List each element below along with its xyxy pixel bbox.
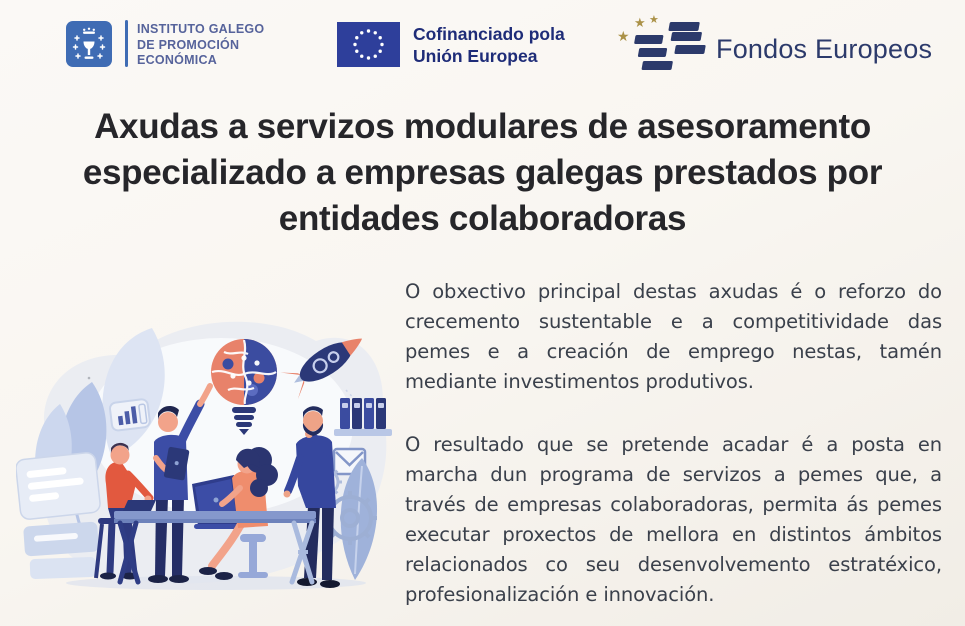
page-title	[30, 104, 935, 242]
svg-text:★: ★	[634, 16, 646, 31]
igape-logo-divider	[125, 20, 128, 67]
bar-chart-doodle-icon	[109, 399, 150, 431]
page-title-line-1: Axudas a servizos modulares de asesoramento	[94, 107, 871, 146]
svg-text:★: ★	[617, 29, 630, 45]
page-title-line-2: especializado a empresas galegas prestados por	[82, 153, 883, 192]
igape-logo	[64, 20, 264, 72]
fondos-europeos-flag-icon	[614, 10, 706, 88]
page-title-line-3: entidades colaboradoras	[278, 199, 687, 238]
body-text	[405, 277, 942, 610]
igape-logo-text: INSTITUTO GALEGO DE PROMOCIÓN ECONÓMICA	[137, 22, 265, 67]
laptop-small	[123, 500, 156, 511]
paragraph-objective: O obxectivo principal destas axudas é o reforzo do crecemento sustentable e a competitividade das pemes e a creación de emprego nestas, tamén mediante investimentos produtivos.	[405, 280, 942, 393]
galicia-coat-of-arms-icon	[64, 20, 114, 72]
team-collaboration-illustration	[16, 286, 402, 616]
eu-cofunded-text: Cofinanciado pola Unión Europea	[413, 24, 565, 66]
fondos-europeos-label: Fondos Europeos	[716, 33, 933, 64]
svg-text:★: ★	[649, 13, 659, 26]
eu-flag-icon	[337, 22, 400, 71]
eu-cofunded-logo	[337, 22, 565, 71]
paragraph-result: O resultado que se pretende acadar é a posta en marcha dun programa de servizos a pemes que, a través de empresas colaboradoras, permita ás pemes executar proxectos de mellora en distintos ámbitos relacionados co seu desenvolvemento estratéxico, profesionalización e innovación.	[405, 433, 942, 606]
fondos-europeos-logo	[614, 10, 932, 88]
